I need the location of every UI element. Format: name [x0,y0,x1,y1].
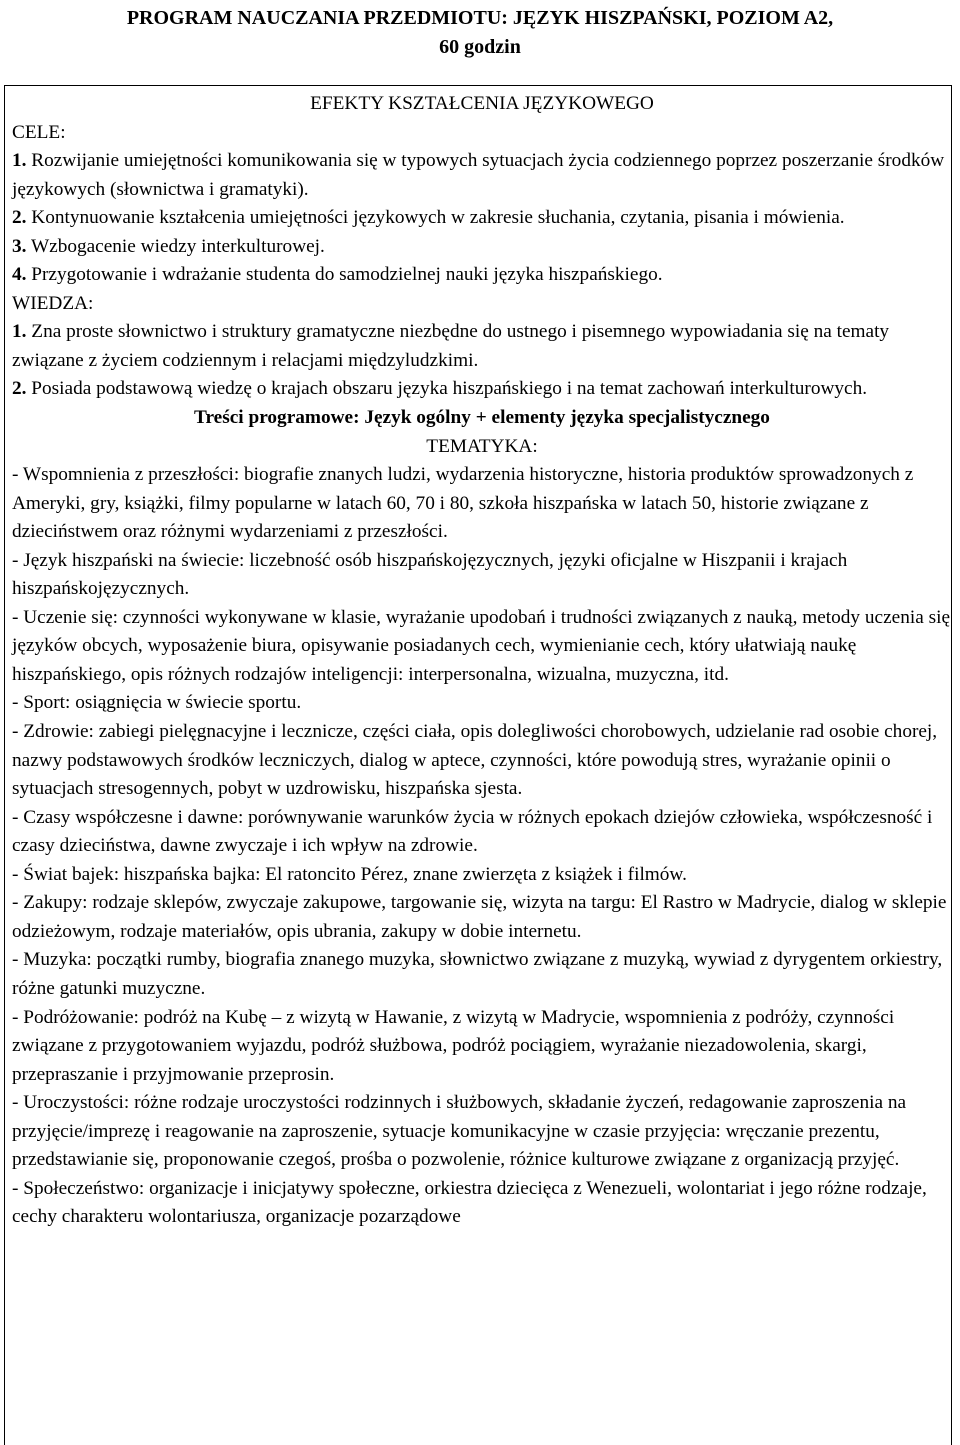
wiedza-item-text: Zna proste słownictwo i struktury gramatyczne niezbędne do ustnego i pisemnego wypowiadania się na tematy związane z życiem codziennym i relacjami międzyludzkimi. [12,321,890,371]
cele-item-2 [12,204,952,233]
cele-item-number: 3. [12,235,27,257]
cele-item-number: 2. [12,207,27,229]
topic-item: - Zakupy: rodzaje sklepów, zwyczaje zakupowe, targowanie się, wizyta na targu: El Rastro w Madrycie, dialog w sklepie odzieżowym, rodzaje materiałów, opis ubrania, zakupy w dobie internetu. [12,892,947,942]
topic-item: - Muzyka: początki rumby, biografia znanego muzyka, słownictwo związane z muzyką, wywiad z dyrygentem orkiestry, różne gatunki muzyczne. [12,949,943,999]
wiedza-item-2 [12,375,952,404]
cele-heading: CELE: [12,121,66,143]
document-body [12,90,952,1232]
topic-item: - Sport: osiągnięcia w świecie sportu. [12,692,302,714]
wiedza-item-number: 1. [12,321,27,343]
topic-item: - Język hiszpański na świecie: liczebność osób hiszpańskojęzycznych, języki oficjalne w Hiszpanii i krajach hiszpańskojęzycznych. [12,549,848,600]
efekty-heading: EFEKTY KSZTAŁCENIA JĘZYKOWEGO [310,93,654,114]
cele-item-4 [12,261,952,290]
wiedza-heading: WIEDZA: [12,292,94,314]
topic-item: - Wspomnienia z przeszłości: biografie znanych ludzi, wydarzenia historyczne, historia produktów sprowadzonych z Ameryki, gry, książki, filmy popularne w latach 60, 70 i 80, szkoła hiszpańska w latach 50, historie związane z dzieciństwem oraz różnymi wydarzeniami z przeszłości. [12,464,914,543]
cele-item-text: Przygotowanie i wdrażanie studenta do samodzielnej nauki języka hiszpańskiego. [26,264,663,286]
wiedza-item-text: Posiada podstawową wiedzę o krajach obszaru języka hiszpańskiego i na temat zachowań interkulturowych. [26,378,868,400]
topic-item: - Zdrowie: zabiegi pielęgnacyjne i lecznicze, części ciała, opis dolegliwości chorobowych, udzielanie rad osobie chorej, nazwy podstawowych środków leczniczych, dialog w aptece, czynności, które powodują stres, wyrażanie opinii o sytuacjach stresogennych, pobyt w uzdrowisku, hiszpańska sjesta. [12,721,938,800]
cele-item-text: Rozwijanie umiejętności komunikowania się w typowych sytuacjach życia codziennego poprzez poszerzanie środków językowych (słownictwa i gramatyki). [12,150,945,200]
topic-item: - Społeczeństwo: organizacje i inicjatywy społeczne, orkiestra dziecięca z Wenezueli, wolontariat i jego różne rodzaje, cechy charakteru wolontariusza, organizacje pozarządowe [12,1177,927,1228]
topic-item: - Podróżowanie: podróż na Kubę – z wizytą w Hawanie, z wizytą w Madrycie, wspomnienia z podróży, czynności związane z przygotowaniem wyjazdu, podróż służbowa, podróż pociągiem, wyrażanie niezadowolenia, skargi, przepraszanie i przyjmowanie przeprosin. [12,1006,895,1085]
topic-item: - Świat bajek: hiszpańska bajka: El ratoncito Pérez, znane zwierzęta z książek i filmów. [12,863,687,885]
title-line-1: PROGRAM NAUCZANIA PRZEDMIOTU: JĘZYK HISZPAŃSKI, POZIOM A2, [126,7,834,29]
cele-item-number: 1. [12,150,27,172]
cele-item-text: Wzbogacenie wiedzy interkulturowej. [26,235,325,257]
tematyka-heading: TEMATYKA: [426,435,538,457]
tresci-heading: Treści programowe: Język ogólny + elementy języka specjalistycznego [194,407,770,429]
cele-item-number: 4. [12,264,27,286]
cele-item-1 [12,147,952,204]
title-line-2: 60 godzin [439,36,521,58]
cele-item-text: Kontynuowanie kształcenia umiejętności językowych w zakresie słuchania, czytania, pisania i mówienia. [26,207,845,229]
topic-item: - Czasy współczesne i dawne: porównywanie warunków życia w różnych epokach dziejów człowieka, współczesność i czasy dzieciństwa, dawne zwyczaje i ich wpływ na zdrowie. [12,806,933,857]
topic-item: - Uroczystości: różne rodzaje uroczystości rodzinnych i służbowych, składanie życzeń, redagowanie zaproszenia na przyjęcie/imprezę i reagowanie na zaproszenie, sytuacje komunikacyjne w czasie przyjęcia: wręczanie prezentu, przedstawianie się, proponowanie czegoś, prośba o pozwolenie, różnice kulturowe związane z organizacją przyjęć. [12,1092,907,1171]
cele-item-3 [12,233,952,262]
document-title [0,0,960,62]
topic-item: - Uczenie się: czynności wykonywane w klasie, wyrażanie upodobań i trudności związanych z nauką, metody uczenia się języków obcych, wyposażenie biura, opisywanie posiadanych cech, wymienianie cech, który ułatwiają naukę hiszpańskiego, opis różnych rodzajów inteligencji: interpersonalna, wizualna, muzyczna, itd. [12,606,951,685]
wiedza-item-number: 2. [12,378,27,400]
wiedza-item-1 [12,318,952,375]
